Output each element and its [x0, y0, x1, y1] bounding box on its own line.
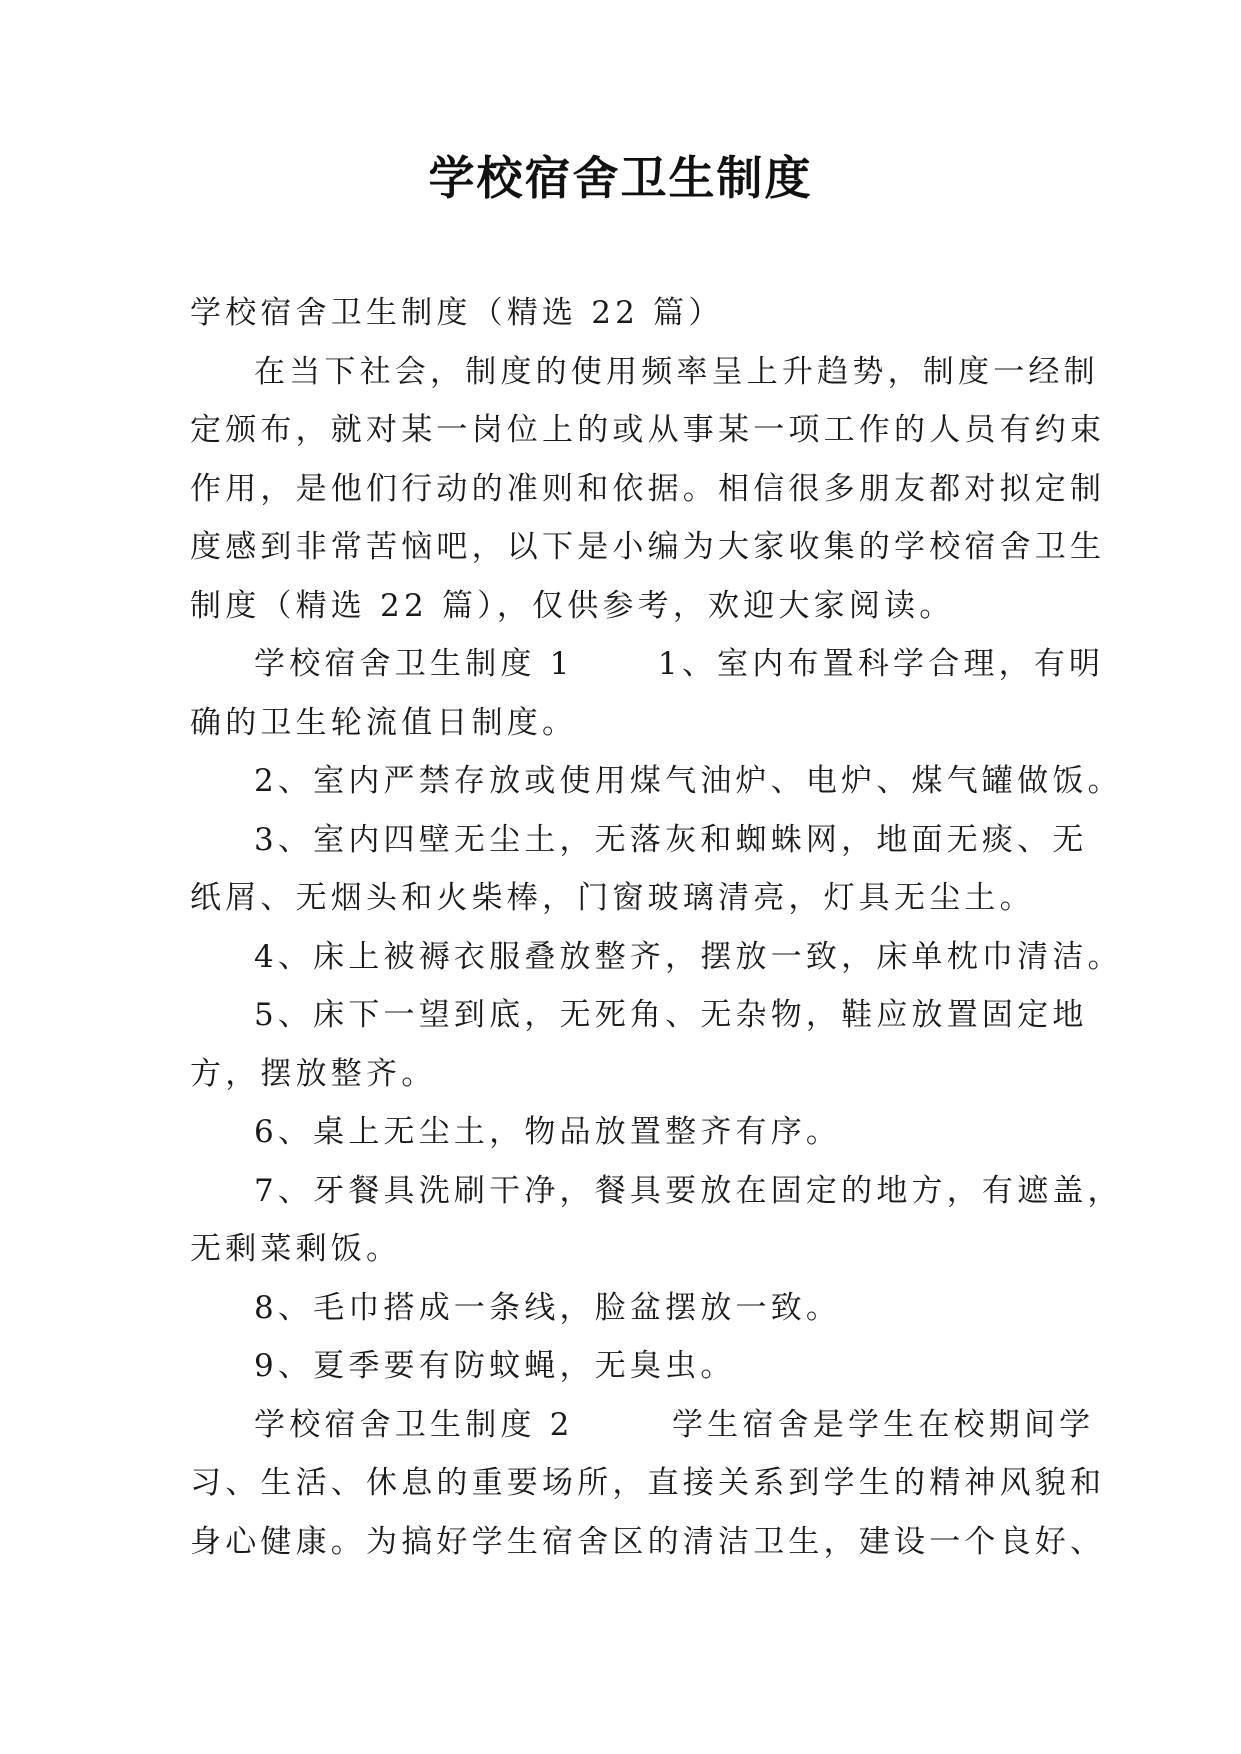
- text-line: 4、床上被褥衣服叠放整齐，摆放一致，床单枕巾清洁。: [254, 938, 1123, 975]
- text-line: 方，摆放整齐。: [190, 1055, 437, 1092]
- text-line: 9、夏季要有防蚊蝇，无臭虫。: [254, 1348, 736, 1384]
- document-title: 学校宿舍卫生制度: [428, 151, 813, 205]
- text-line: 确的卫生轮流值日制度。: [190, 704, 578, 741]
- document-body: [190, 284, 1123, 1571]
- text-line: 无剩菜剩饭。: [190, 1231, 402, 1267]
- text-line: 度感到非常苦恼吧，以下是小编为大家收集的学校宿舍卫生: [190, 529, 1106, 565]
- text-line: 学校宿舍卫生制度（精选 22 篇）: [190, 295, 724, 331]
- text-line: 纸屑、无烟头和火柴棒，门窗玻璃清亮，灯具无尘土。: [190, 880, 1035, 916]
- text-line: 制度（精选 22 篇），仅供参考，欢迎大家阅读。: [190, 587, 955, 624]
- text-line: 2、室内严禁存放或使用煤气油炉、电炉、煤气罐做饭。: [254, 763, 1123, 799]
- text-line: 定颁布，就对某一岗位上的或从事某一项工作的人员有约束: [190, 412, 1106, 448]
- text-line: 学校宿舍卫生制度 2 学生宿舍是学生在校期间学: [254, 1406, 1095, 1443]
- text-line: 作用，是他们行动的准则和依据。相信很多朋友都对拟定制: [190, 470, 1106, 507]
- text-line: 7、牙餐具洗刷干净，餐具要放在固定的地方，有遮盖，: [254, 1172, 1123, 1209]
- text-line: 学校宿舍卫生制度 1 1、室内布置科学合理，有明: [254, 646, 1105, 682]
- text-line: 3、室内四壁无尘土，无落灰和蜘蛛网，地面无痰、无: [254, 821, 1088, 858]
- text-line: 5、床下一望到底，无死角、无杂物，鞋应放置固定地: [254, 997, 1088, 1033]
- text-line: 8、毛巾搭成一条线，脸盆摆放一致。: [254, 1289, 842, 1326]
- text-line: 习、生活、休息的重要场所，直接关系到学生的精神风貌和: [190, 1465, 1106, 1501]
- text-line: 在当下社会，制度的使用频率呈上升趋势，制度一经制: [254, 353, 1099, 390]
- text-line: 身心健康。为搞好学生宿舍区的清洁卫生，建设一个良好、: [190, 1523, 1106, 1560]
- text-line: 6、桌上无尘土，物品放置整齐有序。: [254, 1114, 842, 1150]
